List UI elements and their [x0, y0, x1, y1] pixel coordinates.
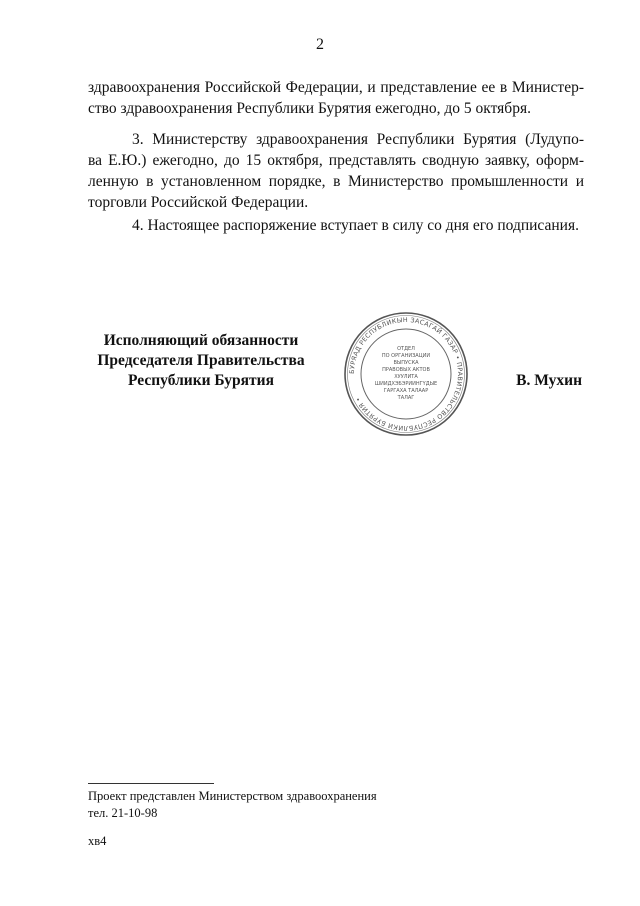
footnote-line: тел. 21-10-98 — [88, 806, 158, 820]
seal-center-text — [375, 346, 437, 401]
seal-center-line: ПРАВОВЫХ АКТОВ — [382, 367, 430, 373]
seal-center-line: ОТДЕЛ — [397, 346, 415, 352]
text-line: ство здравоохранения Республики Бурятия ежегодно, до 5 октября. — [88, 100, 531, 117]
paragraph-continuation — [88, 77, 584, 119]
seal-center-line: ТАЛАГ — [397, 395, 415, 401]
signatory-position-line: Председателя Правительства — [97, 352, 305, 369]
text-line: 4. Настоящее распоряжение вступает в силу со дня его подписания. — [132, 217, 579, 234]
text-line: ва Е.Ю.) ежегодно, до 15 октября, представлять сводную заявку, оформ- — [88, 152, 584, 169]
footnote-divider — [88, 783, 214, 784]
seal-center-line: ВЫПУСКА — [393, 360, 419, 366]
text-line: здравоохранения Российской Федерации, и представление ее в Министер- — [88, 79, 584, 96]
text-line: 3. Министерству здравоохранения Республики Бурятия (Лудупо- — [132, 131, 584, 148]
text-line: ленную в установленном порядке, в Министерство промышленности и — [88, 173, 584, 190]
footnote — [88, 788, 377, 822]
official-seal — [343, 311, 469, 437]
seal-center-line: ШИИДХЭБЭРИИНГҮДЫЕ — [374, 381, 438, 387]
signatory-name: В. Мухин — [516, 372, 582, 389]
seal-ring-text: БУРЯАД РЕСПУБЛИКЫН ЗАСАГАЙ ГАЗАР • ПРАВИТЕЛЬСТВО РЕСПУБЛИКИ БУРЯТИЯ • — [347, 315, 465, 433]
seal-center-line: ХУУЛИТА — [394, 374, 418, 380]
footnote-line: Проект представлен Министерством здравоохранения — [88, 789, 377, 803]
seal-center-line: ГАРГАХА ТАЛААР — [383, 388, 429, 394]
signatory-position-line: Республики Бурятия — [128, 372, 274, 389]
paragraph-item-3 — [88, 129, 584, 213]
signatory-position — [86, 331, 316, 391]
page-number: 2 — [316, 36, 324, 53]
document-code: хв4 — [88, 834, 107, 848]
text-line: торговли Российской Федерации. — [88, 194, 309, 211]
seal-center-line: ПО ОРГАНИЗАЦИИ — [381, 353, 431, 359]
signatory-position-line: Исполняющий обязанности — [103, 332, 299, 349]
paragraph-item-4 — [88, 215, 584, 236]
